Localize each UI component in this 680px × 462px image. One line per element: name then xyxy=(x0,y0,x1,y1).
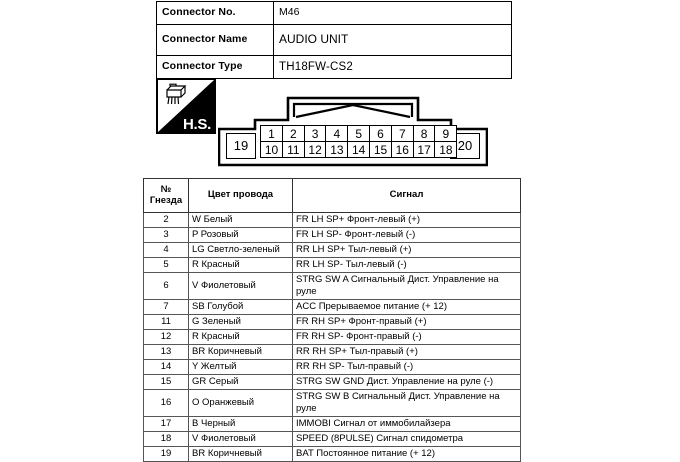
table-row xyxy=(144,315,521,330)
pin-cell-15: 15 xyxy=(369,141,392,158)
cell-wire-color: GR Серый xyxy=(189,375,293,390)
hs-badge xyxy=(156,78,216,134)
cell-signal: STRG SW GND Дист. Управление на руле (-) xyxy=(293,375,521,390)
cell-signal: STRG SW B Сигнальный Дист. Управление на руле xyxy=(293,390,521,417)
table-row xyxy=(144,330,521,345)
cell-wire-color: V Фиолетовый xyxy=(189,273,293,300)
pin-cell-4: 4 xyxy=(325,125,348,142)
pinout-table xyxy=(143,178,521,462)
cell-wire-color: B Черный xyxy=(189,417,293,432)
table-row xyxy=(144,228,521,243)
pin-cell-19: 19 xyxy=(226,133,256,159)
cell-signal: FR RH SP+ Фронт-правый (+) xyxy=(293,315,521,330)
cell-socket-no: 18 xyxy=(144,432,189,447)
cell-socket-no: 11 xyxy=(144,315,189,330)
column-header-socket-no-line2: Гнезда xyxy=(149,194,183,206)
pin-cell-11: 11 xyxy=(282,141,305,158)
cell-signal: RR RH SP+ Тыл-правый (+) xyxy=(293,345,521,360)
pin-grid xyxy=(218,95,488,173)
info-label-connector-no: Connector No. xyxy=(157,2,274,25)
hs-badge-label: H.S. xyxy=(183,116,211,133)
cell-wire-color: BR Коричневый xyxy=(189,345,293,360)
connector-icon xyxy=(163,83,189,107)
table-row xyxy=(144,360,521,375)
table-row xyxy=(144,300,521,315)
cell-socket-no: 7 xyxy=(144,300,189,315)
cell-wire-color: V Фиолетовый xyxy=(189,432,293,447)
cell-wire-color: Y Желтый xyxy=(189,360,293,375)
cell-signal: ACC Прерываемое питание (+ 12) xyxy=(293,300,521,315)
connector-info-table xyxy=(156,1,512,79)
cell-socket-no: 19 xyxy=(144,447,189,462)
cell-wire-color: R Красный xyxy=(189,258,293,273)
column-header-signal: Сигнал xyxy=(293,179,521,213)
cell-socket-no: 3 xyxy=(144,228,189,243)
info-value-connector-name: AUDIO UNIT xyxy=(274,25,512,56)
cell-socket-no: 14 xyxy=(144,360,189,375)
cell-signal: RR LH SP- Тыл-левый (-) xyxy=(293,258,521,273)
cell-signal: BAT Постоянное питание (+ 12) xyxy=(293,447,521,462)
info-label-connector-type: Connector Type xyxy=(157,56,274,79)
pin-cell-14: 14 xyxy=(347,141,370,158)
cell-socket-no: 16 xyxy=(144,390,189,417)
table-row xyxy=(144,390,521,417)
cell-signal: RR LH SP+ Тыл-левый (+) xyxy=(293,243,521,258)
info-row-connector-type xyxy=(157,56,512,79)
cell-wire-color: G Зеленый xyxy=(189,315,293,330)
pin-cell-1: 1 xyxy=(260,125,283,142)
cell-socket-no: 5 xyxy=(144,258,189,273)
cell-wire-color: LG Светло-зеленый xyxy=(189,243,293,258)
cell-socket-no: 4 xyxy=(144,243,189,258)
info-label-connector-name: Connector Name xyxy=(157,25,274,56)
pin-cell-5: 5 xyxy=(347,125,370,142)
table-row xyxy=(144,417,521,432)
pin-cell-6: 6 xyxy=(369,125,392,142)
pinout-table-body xyxy=(144,213,521,462)
pin-cell-2: 2 xyxy=(282,125,305,142)
cell-wire-color: R Красный xyxy=(189,330,293,345)
table-row xyxy=(144,258,521,273)
pin-cell-10: 10 xyxy=(260,141,283,158)
table-row xyxy=(144,447,521,462)
pin-cell-9: 9 xyxy=(434,125,457,142)
pin-cell-12: 12 xyxy=(304,141,327,158)
info-row-connector-name xyxy=(157,25,512,56)
pin-cell-20: 20 xyxy=(450,133,480,159)
cell-socket-no: 17 xyxy=(144,417,189,432)
info-value-connector-type: TH18FW-CS2 xyxy=(274,56,512,79)
connector-diagram xyxy=(218,95,488,173)
column-header-wire-color: Цвет провода xyxy=(189,179,293,213)
table-row xyxy=(144,375,521,390)
table-row xyxy=(144,345,521,360)
pin-cell-18: 18 xyxy=(434,141,457,158)
cell-socket-no: 13 xyxy=(144,345,189,360)
pin-cell-3: 3 xyxy=(304,125,327,142)
cell-signal: FR RH SP- Фронт-правый (-) xyxy=(293,330,521,345)
cell-signal: SPEED (8PULSE) Сигнал спидометра xyxy=(293,432,521,447)
table-row xyxy=(144,432,521,447)
cell-wire-color: W Белый xyxy=(189,213,293,228)
column-header-socket-no-line1: № xyxy=(160,183,172,195)
table-row xyxy=(144,243,521,258)
cell-signal: IMMOBI Сигнал от иммобилайзера xyxy=(293,417,521,432)
cell-socket-no: 6 xyxy=(144,273,189,300)
table-row xyxy=(144,273,521,300)
pinout-table-header-row xyxy=(144,179,521,213)
cell-signal: RR RH SP- Тыл-правый (-) xyxy=(293,360,521,375)
pin-cell-16: 16 xyxy=(391,141,414,158)
pin-cell-7: 7 xyxy=(391,125,414,142)
pin-cell-17: 17 xyxy=(413,141,436,158)
cell-wire-color: BR Коричневый xyxy=(189,447,293,462)
cell-signal: FR LH SP- Фронт-левый (-) xyxy=(293,228,521,243)
cell-wire-color: O Оранжевый xyxy=(189,390,293,417)
cell-socket-no: 15 xyxy=(144,375,189,390)
cell-socket-no: 2 xyxy=(144,213,189,228)
cell-signal: FR LH SP+ Фронт-левый (+) xyxy=(293,213,521,228)
cell-signal: STRG SW A Сигнальный Дист. Управление на руле xyxy=(293,273,521,300)
table-row xyxy=(144,213,521,228)
pin-cell-13: 13 xyxy=(325,141,348,158)
info-value-connector-no: M46 xyxy=(274,2,512,25)
cell-wire-color: P Розовый xyxy=(189,228,293,243)
info-row-connector-no xyxy=(157,2,512,25)
column-header-socket-no xyxy=(144,179,189,213)
pin-cell-8: 8 xyxy=(413,125,436,142)
cell-socket-no: 12 xyxy=(144,330,189,345)
cell-wire-color: SB Голубой xyxy=(189,300,293,315)
